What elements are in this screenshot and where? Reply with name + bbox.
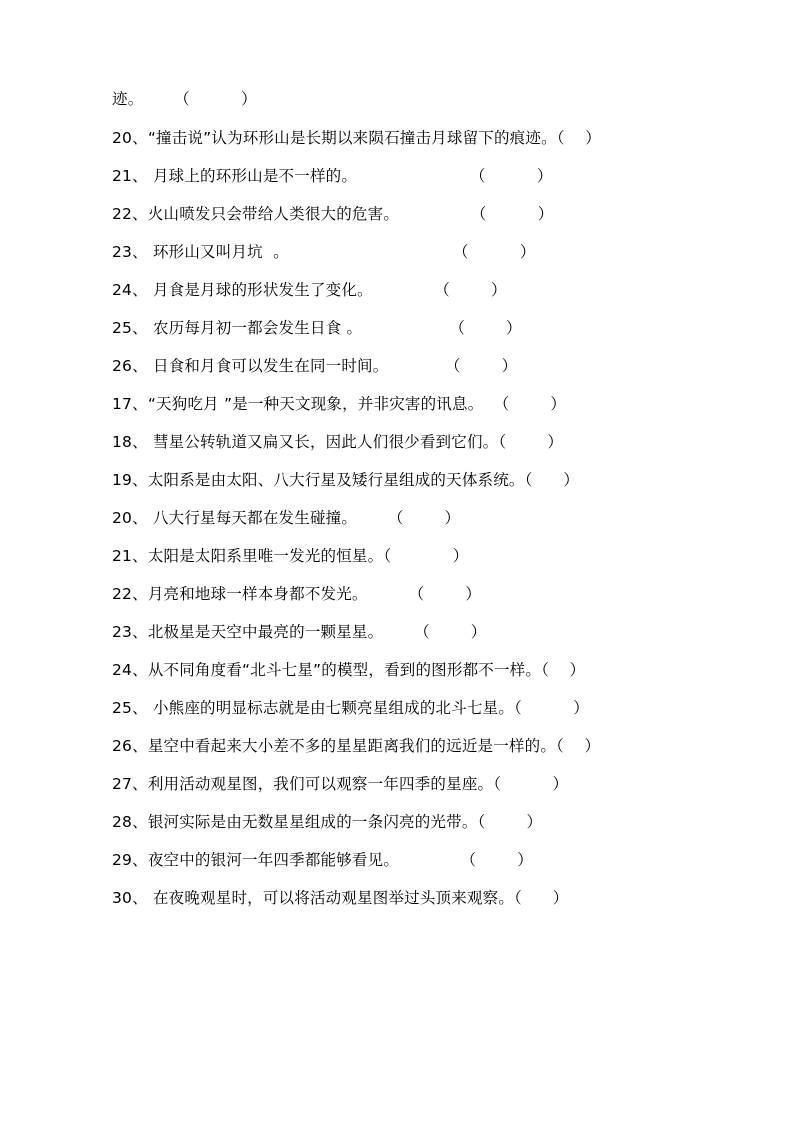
question-line: 17、“天狗吃月 ”是一种天文现象，并非灾害的讯息。 （ ） <box>112 394 567 413</box>
question-line: 27、利用活动观星图，我们可以观察一年四季的星座。（ ） <box>112 774 569 793</box>
question-line: 18、 彗星公转轨道又扁又长，因此人们很少看到它们。（ ） <box>112 432 564 451</box>
question-line: 20、“撞击说”认为环形山是长期以来陨石撞击月球留下的痕迹。（ ） <box>112 128 601 147</box>
question-line: 23、 环形山又叫月坑 。 （ ） <box>112 242 536 261</box>
question-line: 22、月亮和地球一样本身都不发光。 （ ） <box>112 584 482 603</box>
question-line: 19、太阳系是由太阳、八大行星及矮行星组成的天体系统。（ ） <box>112 470 580 489</box>
question-line: 26、 日食和月食可以发生在同一时间。 （ ） <box>112 356 518 375</box>
question-line: 29、夜空中的银河一年四季都能够看见。 （ ） <box>112 850 533 869</box>
question-line: 22、火山喷发只会带给人类很大的危害。 （ ） <box>112 204 554 223</box>
question-line: 20、 八大行星每天都在发生碰撞。 （ ） <box>112 508 461 527</box>
question-line: 24、 月食是月球的形状发生了变化。 （ ） <box>112 280 507 299</box>
question-line: 迹。 （ ） <box>112 90 257 108</box>
question-line: 26、星空中看起来大小差不多的星星距离我们的远近是一样的。（ ） <box>112 736 601 755</box>
question-line: 24、从不同角度看“北斗七星”的模型，看到的图形都不一样。（ ） <box>112 660 586 679</box>
question-list <box>112 92 697 906</box>
question-line: 21、 月球上的环形山是不一样的。 （ ） <box>112 166 553 185</box>
question-line: 25、 小熊座的明显标志就是由七颗亮星组成的北斗七星。（ ） <box>112 698 589 717</box>
question-line: 21、太阳是太阳系里唯一发光的恒星。（ ） <box>112 546 469 565</box>
question-line: 28、银河实际是由无数星星组成的一条闪亮的光带。（ ） <box>112 812 543 831</box>
question-line: 23、北极星是天空中最亮的一颗星星。 （ ） <box>112 622 487 641</box>
question-line: 30、 在夜晚观星时，可以将活动观星图举过头顶来观察。（ ） <box>112 888 569 907</box>
question-line: 25、 农历每月初一都会发生日食 。 （ ） <box>112 318 522 337</box>
